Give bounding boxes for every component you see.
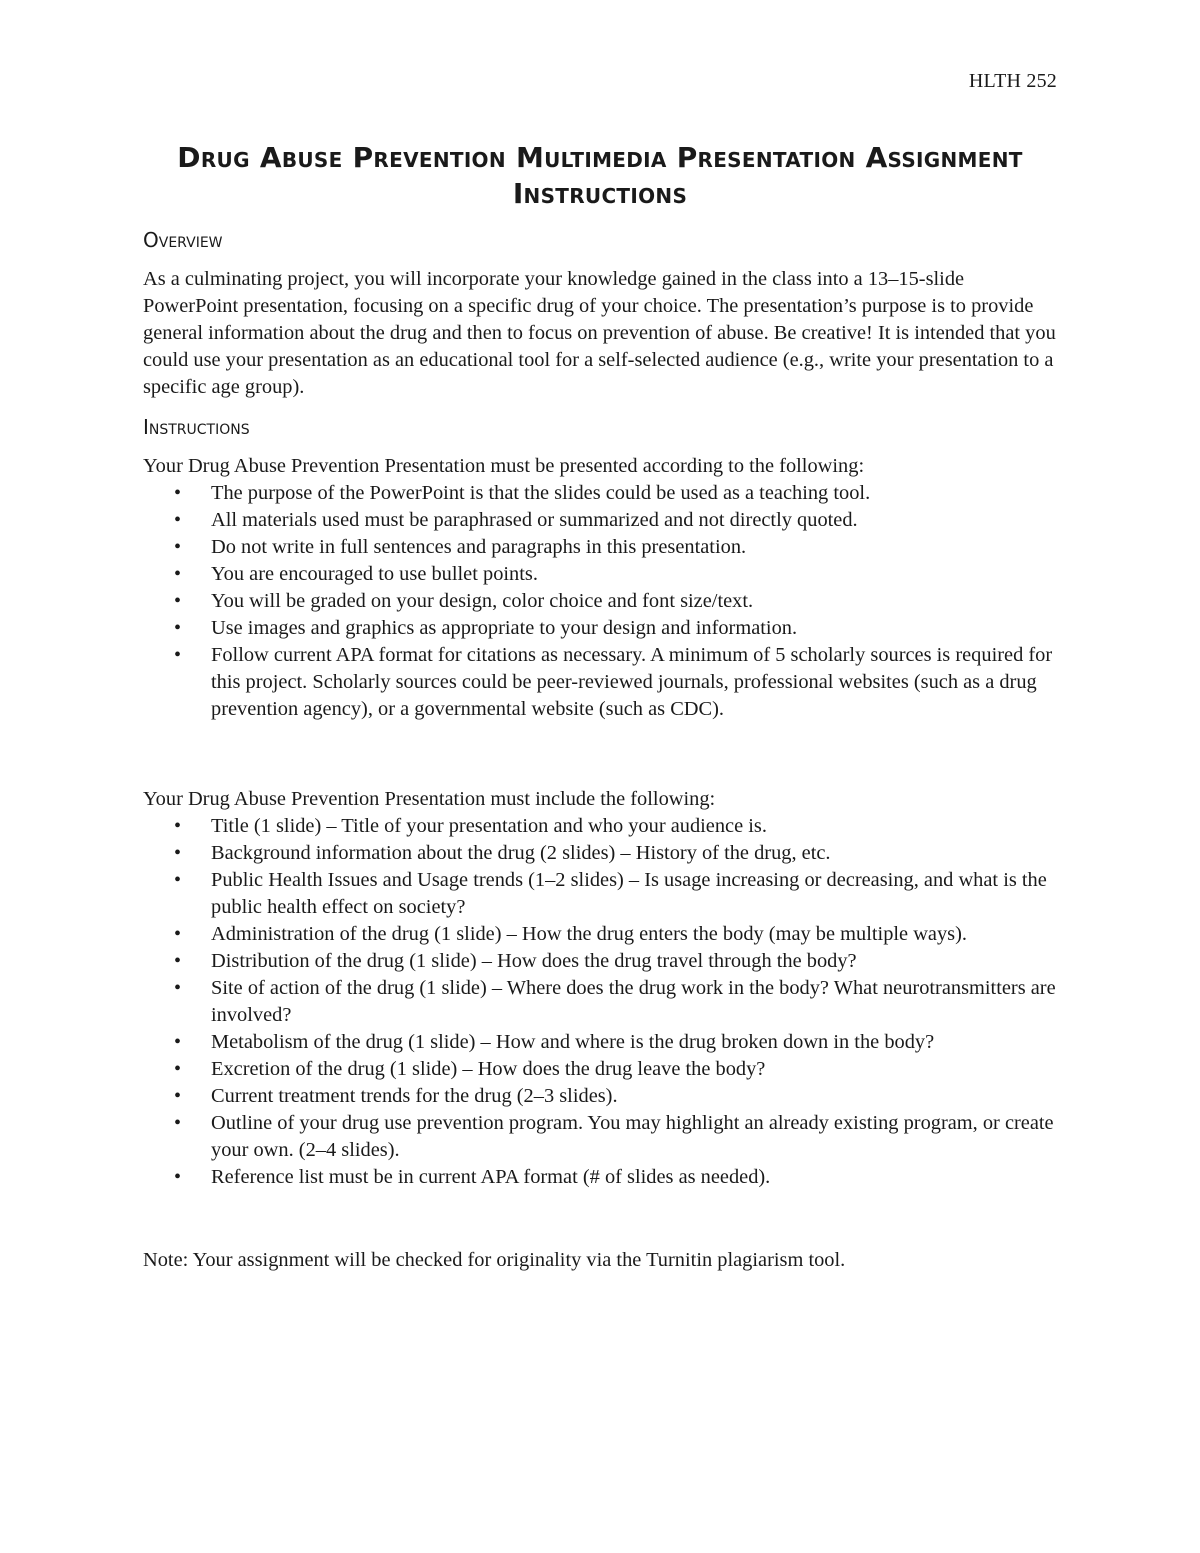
list-item: • The purpose of the PowerPoint is that the slides could be used as a teaching tool.	[211, 480, 1061, 507]
list-item: • Current treatment trends for the drug (2–3 slides).	[211, 1083, 1061, 1110]
list-item: • Title (1 slide) – Title of your presentation and who your audience is.	[211, 813, 1061, 840]
list-item: • You will be graded on your design, color choice and font size/text.	[211, 588, 1061, 615]
originality-note: Note: Your assignment will be checked for originality via the Turnitin plagiarism tool.	[143, 1249, 846, 1271]
list-item: • Background information about the drug (2 slides) – History of the drug, etc.	[211, 840, 1061, 867]
list-item: • Excretion of the drug (1 slide) – How does the drug leave the body?	[211, 1056, 1061, 1083]
course-code: HLTH 252	[968, 70, 1057, 92]
list-item: • All materials used must be paraphrased or summarized and not directly quoted.	[211, 507, 1061, 534]
list-item: • Public Health Issues and Usage trends (1–2 slides) – Is usage increasing or decreasing, and what is the public health effect on society?	[211, 867, 1061, 921]
overview-heading: Overview	[143, 228, 223, 252]
list-item: • Follow current APA format for citations as necessary. A minimum of 5 scholarly sources is required for this project. Scholarly sources could be peer-reviewed journals, professional websites (such as a drug prevention agency), or a governmental website (such as CDC).	[211, 642, 1061, 723]
list-item: • You are encouraged to use bullet points.	[211, 561, 1061, 588]
overview-paragraph: As a culminating project, you will incorporate your knowledge gained in the class into a 13–15-slide PowerPoint presentation, focusing on a specific drug of your choice. The presentation’s purpose is to provide general information about the drug and then to focus on prevention of abuse. Be creative! It is intended that you could use your presentation as an educational tool for a self-selected audience (e.g., write your presentation to a specific age group).	[143, 268, 1056, 398]
list-item: • Reference list must be in current APA format (# of slides as needed).	[211, 1164, 1061, 1191]
document-title: Drug Abuse Prevention Multimedia Presentation Assignment Instructions	[177, 141, 1023, 210]
list-item: • Do not write in full sentences and paragraphs in this presentation.	[211, 534, 1061, 561]
list-item: • Metabolism of the drug (1 slide) – How and where is the drug broken down in the body?	[211, 1029, 1061, 1056]
presented-intro: Your Drug Abuse Prevention Presentation must be presented according to the following:	[143, 455, 865, 477]
include-list	[211, 813, 1061, 1191]
list-item: • Administration of the drug (1 slide) – How the drug enters the body (may be multiple ways).	[211, 921, 1061, 948]
instructions-heading: Instructions	[143, 415, 250, 439]
list-item: • Outline of your drug use prevention program. You may highlight an already existing program, or create your own. (2–4 slides).	[211, 1110, 1061, 1164]
presented-list	[211, 480, 1061, 723]
include-intro: Your Drug Abuse Prevention Presentation must include the following:	[143, 788, 716, 810]
list-item: • Use images and graphics as appropriate to your design and information.	[211, 615, 1061, 642]
list-item: • Site of action of the drug (1 slide) – Where does the drug work in the body? What neurotransmitters are involved?	[211, 975, 1061, 1029]
list-item: • Distribution of the drug (1 slide) – How does the drug travel through the body?	[211, 948, 1061, 975]
